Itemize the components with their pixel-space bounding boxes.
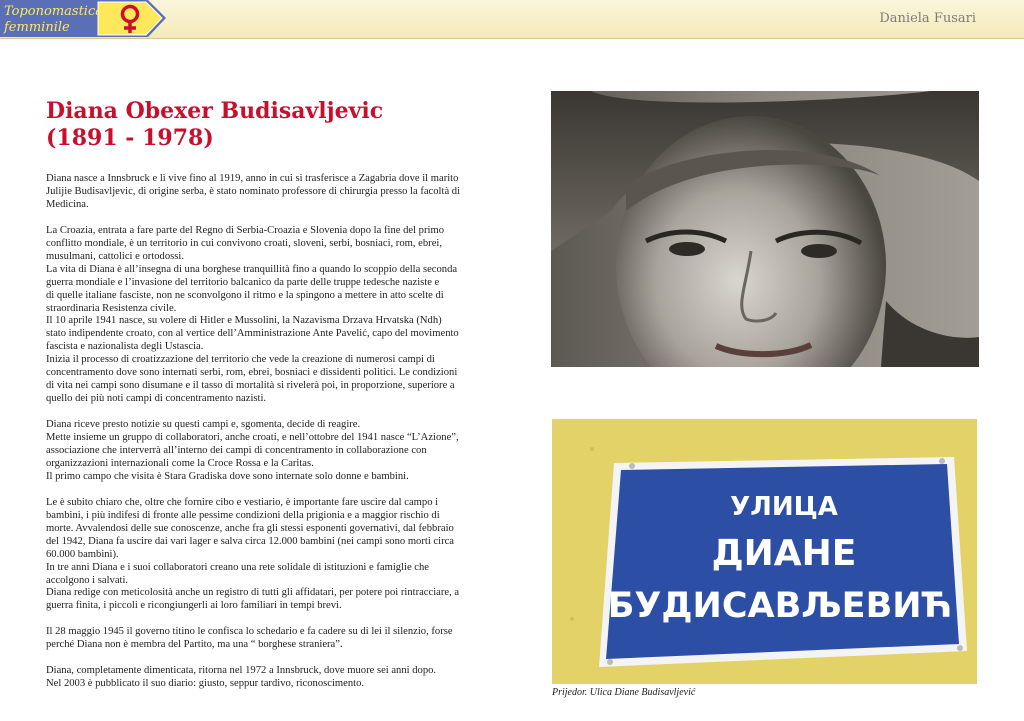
body-line: Mette insieme un gruppo di collaboratori, anche croati, e nell’ottobre del 1941 nasce “L’Azione”, — [46, 432, 459, 444]
body-line: Nel 2003 è pubblicato il suo diario: giusto, seppur tardivo, riconoscimento. — [46, 678, 365, 690]
sign-line-2: ДИАНЕ — [711, 533, 857, 574]
sign-line-3: БУДИСАВЉЕВИЋ — [607, 586, 953, 626]
body-line: conflitto mondiale, è un territorio in cui convivono croati, sloveni, serbi, bosniaci, rom, ebrei, — [46, 237, 442, 249]
sign-caption: Prijedor. Ulica Diane Budisavljević — [552, 687, 696, 698]
body-line: del 1942, Diana fa uscire dai vari lager e salva circa 12.000 bambini (nei campi sono morti circa — [46, 535, 454, 547]
body-line: Diana redige con meticolosità anche un registro di tutti gli affidatari, per potere poi rintracciare, a — [46, 587, 460, 599]
body-line: di quelle italiane fasciste, non ne sconvolgono il ritmo e la spingono a mettere in atto scelte di — [46, 289, 444, 301]
sign-line-1: УЛИЦА — [730, 492, 838, 522]
body-line: concentramento dove sono internati serbi, rom, ebrei, bosniaci e dissidenti politici. Le condizioni — [46, 367, 458, 379]
body-paragraph — [46, 497, 484, 614]
article-body — [46, 173, 484, 704]
logo-line-2: femminile — [4, 20, 70, 35]
logo-line-1: Toponomastica — [4, 4, 103, 19]
body-line: In tre anni Diana e i suoi collaboratori creano una rete solidale di istituzioni e famiglie che — [46, 561, 429, 573]
body-line: Le è subito chiaro che, oltre che fornire cibo e vestiario, è importante fare uscire dal campo i — [46, 496, 439, 508]
body-line: Diana riceve presto notizie su questi campi e, sgomenta, decide di reagire. — [46, 419, 361, 431]
body-paragraph — [46, 626, 484, 652]
body-line: Medicina. — [46, 198, 89, 210]
body-line: stato indipendente croato, con al vertice dell’Amministrazione Ante Pavelić, capo del movimento — [46, 328, 459, 340]
body-line: di vita nei campi sono disumane e il tasso di mortalità si rivelerà poi, in proporzione, superiore a — [46, 380, 455, 392]
body-line: associazione che interverrà all’interno dei campi di concentramento in collaborazione con — [46, 444, 427, 456]
toponomastica-logo — [0, 0, 166, 37]
body-line: straordinaria Resistenza civile. — [46, 302, 177, 314]
portrait-photo — [551, 91, 979, 367]
body-line: fascista e nazionalista degli Ustascia. — [46, 341, 204, 353]
body-line: Diana, completamente dimenticata, ritorna nel 1972 a Innsbruck, dove muore sei anni dopo. — [46, 665, 437, 677]
body-line: musulmani, cattolici e ortodossi. — [46, 250, 184, 262]
body-line: quello dei più noti campi di concentramento nazisti. — [46, 393, 267, 405]
body-line: Inizia il processo di croatizzazione del territorio che vede la creazione di numerosi campi di — [46, 354, 435, 366]
body-line: morte. Avvalendosi delle sue conoscenze, anche fra gli stessi esponenti governativi, dal febbraio — [46, 522, 454, 534]
body-line: accolgono i salvati. — [46, 574, 129, 586]
body-line: Il 10 aprile 1941 nasce, su volere di Hitler e Mussolini, la Nazavisma Drzava Hrvatska (Ndh) — [46, 315, 442, 327]
body-paragraph — [46, 419, 484, 484]
body-line: organizzazioni internazionali come la Croce Rossa e la Caritas. — [46, 457, 314, 469]
body-paragraph — [46, 225, 484, 406]
title-dates: (1891 - 1978) — [46, 125, 214, 151]
body-line: guerra mondiale e l’invasione del territorio balcanico da parte delle truppe tedesche naziste e — [46, 276, 440, 288]
header-bar — [0, 0, 1024, 39]
body-line: La vita di Diana è all’insegna di una borghese tranquillità fino a quando lo scoppio della seconda — [46, 263, 458, 275]
author-name: Daniela Fusari — [879, 11, 976, 26]
body-line: Il primo campo che visita è Stara Gradiska dove sono internate solo donne e bambini. — [46, 470, 409, 482]
body-line: La Croazia, entrata a fare parte del Regno di Serbia-Croazia e Slovenia dopo la fine del primo — [46, 224, 444, 236]
body-paragraph — [46, 665, 484, 691]
body-paragraph — [46, 173, 484, 212]
body-line: perché Diana non è membra del Partito, ma una “ borghese straniera”. — [46, 639, 343, 651]
body-line: Il 28 maggio 1945 il governo titino le confisca lo schedario e fa cadere su di lei il silenzio, forse — [46, 626, 453, 638]
body-line: guerra finita, i piccoli e ricongiungerli ai loro familiari in tempi brevi. — [46, 600, 342, 612]
body-line: 60.000 bambini). — [46, 548, 119, 560]
title-name: Diana Obexer Budisavljevic — [46, 98, 384, 124]
body-line: Julijie Budisavljevic, di origine serba, è stato nominato professore di chirurgia presso la facoltà di — [46, 185, 461, 197]
body-line: bambini, i più indifesi di fronte alle pessime condizioni della prigionia e a maggior rischio di — [46, 509, 440, 521]
article-title — [46, 98, 516, 152]
body-line: Diana nasce a Innsbruck e lì vive fino al 1919, anno in cui si trasferisce a Zagabria dove il marito — [46, 173, 459, 184]
street-sign-photo — [552, 419, 977, 684]
